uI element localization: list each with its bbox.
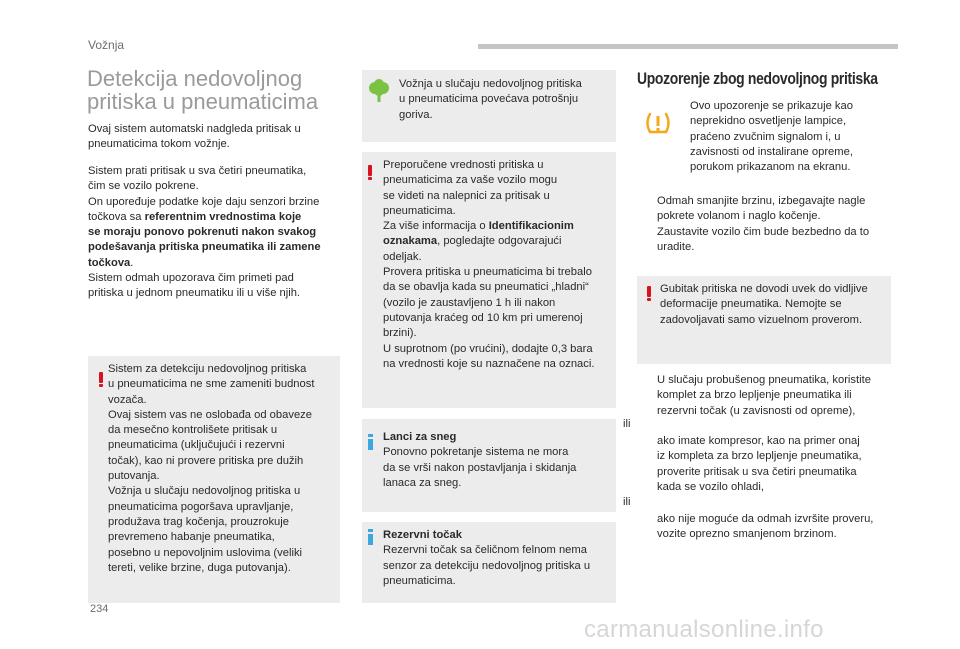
text-line bbox=[383, 234, 615, 249]
warning-exclamation-icon bbox=[647, 286, 651, 301]
text-line: ako imate kompresor, kao na primer onaj bbox=[657, 435, 860, 447]
text-line: Zaustavite vozilo čim bude bezbedno da to bbox=[657, 226, 870, 238]
text-line: kada se vozilo ohladi, bbox=[657, 480, 764, 493]
info-title: Rezervni točak bbox=[383, 529, 462, 541]
text-line: Vožnja u slučaju nedovoljnog pritiska bbox=[399, 78, 582, 90]
eco-tree-icon bbox=[368, 79, 390, 103]
info-title: Lanci za sneg bbox=[383, 431, 457, 443]
intro-paragraph bbox=[88, 122, 348, 153]
text-line: na vrednosti koje su naznačene na oznaci. bbox=[383, 357, 595, 370]
text-line: pneumaticima pogoršava upravljanje, bbox=[108, 500, 294, 513]
text-line: točak), kao ni provere pritiska pre dužih bbox=[108, 454, 304, 467]
warning-exclamation-icon bbox=[99, 372, 103, 387]
text-line: putovanja. bbox=[108, 470, 160, 483]
text-line bbox=[88, 225, 353, 240]
info-box-snow-chains bbox=[362, 419, 616, 512]
puncture-text bbox=[657, 434, 862, 495]
page-title-line: pritiska u pneumaticima bbox=[87, 89, 319, 114]
text-line: zavisnosti od instalirane opreme, bbox=[690, 145, 853, 158]
text-line: Vožnja u slučaju nedovoljnog pritiska u bbox=[108, 485, 301, 498]
text-line: putovanja kraćeg od 10 km pri umerenoj bbox=[383, 311, 583, 324]
info-text bbox=[383, 528, 615, 589]
section-title: Vožnja bbox=[88, 38, 125, 52]
text-line: pneumaticima. bbox=[383, 204, 456, 217]
text-line: komplet za brzo lepljenje pneumatika ili bbox=[657, 389, 852, 402]
text-line: Ovaj sistem automatski nadgleda pritisak u bbox=[88, 123, 301, 135]
page-number: 234 bbox=[90, 603, 109, 615]
text-line: pneumaticima za vaše vozilo mogu bbox=[383, 174, 558, 187]
warning-box-recommended-values bbox=[362, 152, 616, 408]
header-divider-bar bbox=[478, 44, 898, 49]
info-box-spare-wheel bbox=[362, 522, 616, 603]
text-line: rezervni točak (u zavisnosti od opreme), bbox=[657, 404, 856, 417]
text-span: Za više informacija o bbox=[383, 220, 489, 233]
watermark: carmanualsonline.info bbox=[584, 616, 824, 643]
info-text bbox=[383, 430, 615, 491]
page-title bbox=[87, 67, 347, 113]
text-line: tereti, velike brzine, duga putovanja). bbox=[108, 561, 291, 574]
eco-box bbox=[362, 70, 616, 142]
action-text bbox=[657, 194, 865, 225]
text-line: U slučaju probušenog pneumatika, koristite bbox=[657, 374, 871, 386]
text-line: pokrete volanom i naglo kočenje. bbox=[657, 210, 821, 223]
text-line: zadovoljavati samo vizuelnom proverom. bbox=[660, 313, 863, 326]
text-line: pritiska u jednom pneumatiku ili u više njih. bbox=[88, 287, 301, 300]
section-heading: Upozorenje zbog nedovoljnog pritiska bbox=[637, 69, 878, 88]
info-icon bbox=[368, 529, 373, 545]
warning-box-deformation bbox=[637, 276, 891, 364]
text-line: U suprotnom (po vrućini), dodajte 0,3 bara bbox=[383, 342, 593, 355]
text-line: praćeno zvučnim signalom i, u bbox=[690, 130, 841, 143]
text-line: Ovaj sistem vas ne oslobađa od obaveze bbox=[108, 408, 312, 421]
text-span: , pogledajte odgovarajući bbox=[437, 235, 562, 248]
text-span: . bbox=[130, 256, 134, 269]
text-line bbox=[383, 219, 615, 234]
text-line: Gubitak pritiska ne dovodi uvek do vidljive bbox=[660, 283, 868, 295]
text-line: Preporučene vrednosti pritiska u bbox=[383, 159, 544, 171]
or-separator: ili bbox=[623, 418, 631, 430]
bold-text: Identifikacionim bbox=[488, 220, 574, 233]
page-title-line: Detekcija nedovoljnog bbox=[87, 66, 303, 91]
text-line: Sistem prati pritisak u sva četiri pneumatika, bbox=[88, 165, 307, 177]
warning-text bbox=[660, 282, 890, 328]
bold-text: podešavanja pritiska pneumatika ili zamene bbox=[88, 241, 321, 254]
text-line: lanaca za sneg. bbox=[383, 476, 462, 489]
text-line: odeljak. bbox=[383, 250, 422, 263]
text-line: da se obavlja kada su pneumatici „hladni“ bbox=[383, 281, 589, 294]
text-line bbox=[88, 210, 353, 225]
text-line: vozite oprezno smanjenom brzinom. bbox=[657, 528, 837, 541]
text-line: Ponovno pokretanje sistema ne mora bbox=[383, 446, 569, 459]
tyre-pressure-warning-icon bbox=[643, 108, 673, 138]
text-line: porukom prikazanom na ekranu. bbox=[690, 161, 851, 174]
warning-box-vigilance bbox=[88, 356, 340, 603]
action-text bbox=[657, 225, 869, 256]
text-line: Sistem za detekciju nedovoljnog pritiska bbox=[108, 363, 307, 375]
text-line: u pneumaticima povećava potrošnju bbox=[399, 93, 579, 106]
text-line: pneumaticima (uključujući i rezervni bbox=[108, 439, 285, 452]
text-line: produžava trag kočenja, prouzrokuje bbox=[108, 515, 289, 528]
eco-text bbox=[399, 77, 614, 123]
text-line: On upoređuje podatke koje daju senzori brzine bbox=[88, 195, 320, 208]
text-line: da se vrši nakon postavljanja i skidanja bbox=[383, 461, 577, 474]
text-line: pneumaticima tokom vožnje. bbox=[88, 138, 230, 151]
bold-text: referentnim vrednostima koje bbox=[144, 210, 302, 223]
text-line: ako nije moguće da odmah izvršite proveru, bbox=[657, 513, 874, 525]
bold-text: oznakama bbox=[383, 235, 438, 248]
text-line: prevremeno habanje pneumatika, bbox=[108, 531, 275, 544]
text-line: iz kompleta za brzo lepljenje pneumatika, bbox=[657, 450, 862, 463]
text-line: posebno u nepovoljnim uslovima (veliki bbox=[108, 546, 303, 559]
text-line: da mesečno kontrolišete pritisak u bbox=[108, 424, 278, 437]
bold-text: se moraju ponovo pokrenuti nakon svakog bbox=[88, 226, 317, 239]
bold-text: točkova bbox=[88, 256, 131, 269]
puncture-text bbox=[657, 373, 871, 419]
text-line: goriva. bbox=[399, 108, 433, 121]
text-line: se videti na nalepnici za pritisak u bbox=[383, 189, 550, 202]
text-line: čim se vozilo pokrene. bbox=[88, 180, 199, 193]
warning-exclamation-icon bbox=[368, 165, 372, 180]
text-line bbox=[88, 240, 353, 255]
warning-intro-text bbox=[690, 99, 900, 175]
warning-text bbox=[108, 362, 338, 576]
text-line: pneumaticima. bbox=[383, 574, 456, 587]
warning-text bbox=[383, 158, 615, 372]
text-line: Provera pritiska u pneumaticima bi trebalo bbox=[383, 266, 592, 279]
text-line: (vozilo je zaustavljeno 1 h ili nakon bbox=[383, 296, 556, 309]
text-line bbox=[88, 256, 353, 271]
text-line: uradite. bbox=[657, 241, 695, 254]
info-icon bbox=[368, 434, 373, 450]
text-line: senzor za detekciju nedovoljnog pritiska u bbox=[383, 559, 591, 572]
text-line: brzini). bbox=[383, 327, 417, 340]
text-line: Sistem odmah upozorava čim primeti pad bbox=[88, 272, 294, 285]
text-line: deformacije pneumatika. Nemojte se bbox=[660, 298, 842, 311]
text-line: u pneumaticima ne sme zameniti budnost bbox=[108, 378, 315, 391]
text-line: vozača. bbox=[108, 393, 147, 406]
text-line: Rezervni točak sa čeličnom felnom nema bbox=[383, 544, 587, 557]
or-separator: ili bbox=[623, 496, 631, 508]
text-line: proverite pritisak u sva četiri pneumatika bbox=[657, 465, 857, 478]
system-description bbox=[88, 164, 353, 302]
puncture-text bbox=[657, 512, 873, 543]
text-span: točkova sa bbox=[88, 210, 145, 223]
text-line: Odmah smanjite brzinu, izbegavajte nagle bbox=[657, 195, 866, 207]
text-line: neprekidno osvetljenje lampice, bbox=[690, 115, 847, 128]
text-line: Ovo upozorenje se prikazuje kao bbox=[690, 100, 853, 112]
